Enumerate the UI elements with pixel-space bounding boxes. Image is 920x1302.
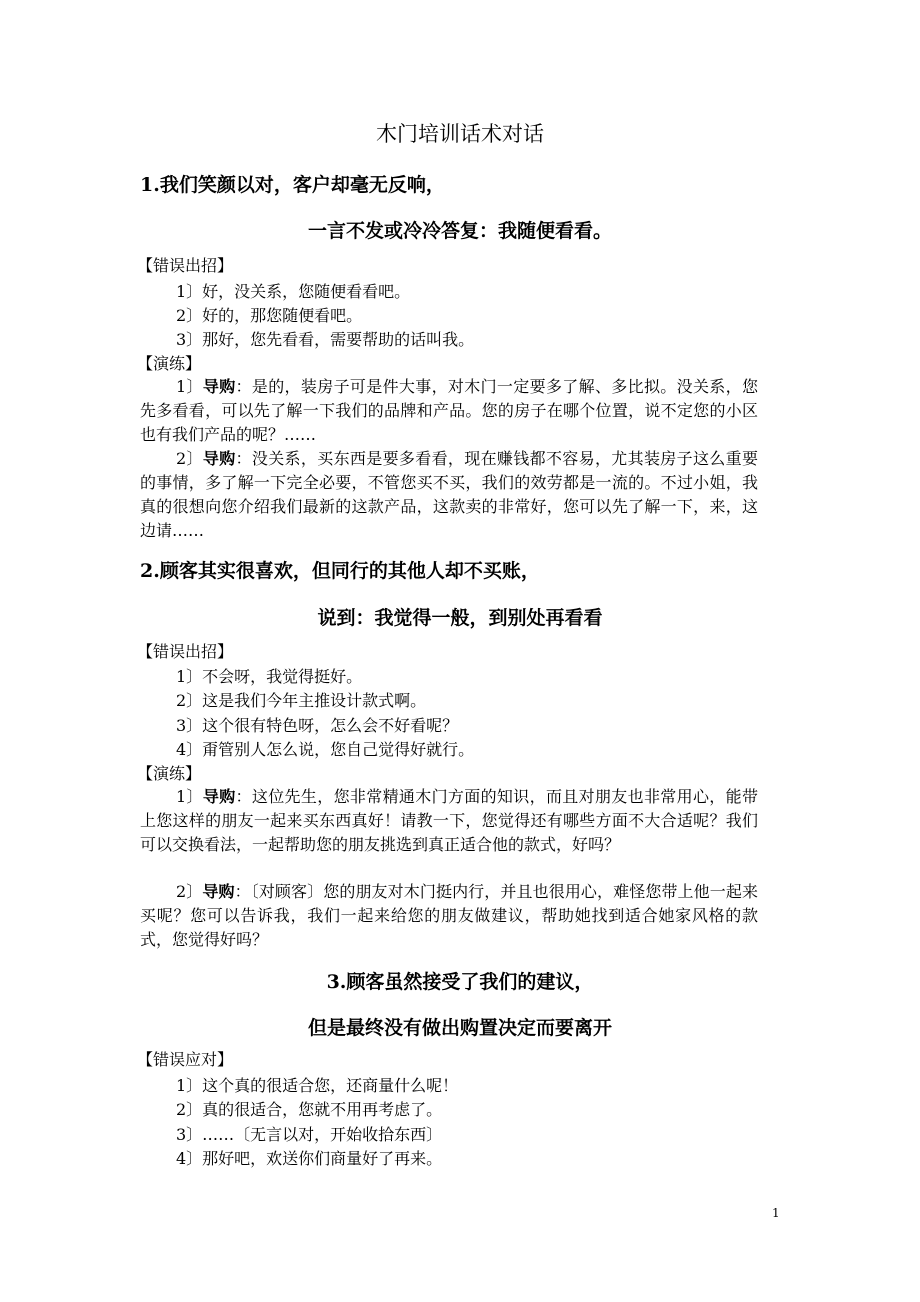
section-3-wrong-item: 3〕……〔无言以对，开始收拾东西〕 [176, 1125, 443, 1144]
section-1-practice-paragraph: 2〕导购：没关系，买东西是要多看看，现在赚钱都不容易，尤其装房子这么重要的事情，多了解一下完全必要，不管您买不买，我们的效劳都是一流的。不过小姐，我真的很想向您介绍我们最新的这款产品，这款卖的非常好，您可以先了解一下，来，这边请…… [140, 449, 758, 540]
section-1-wrong-item: 1〕好，没关系，您随便看看吧。 [176, 282, 411, 301]
section-3-heading-line2: 但是最终没有做出购置决定而要离开 [307, 1017, 612, 1039]
section-2-practice-paragraph: 2〕导购：〔对顾客〕您的朋友对木门挺内行，并且也很用心，难怪您带上他一起来买呢？您可以告诉我，我们一起来给您的朋友做建议，帮助她找到适合她家风格的款式，您觉得好吗？ [140, 882, 758, 949]
section-1-wrong-item: 3〕那好，您先看看，需要帮助的话叫我。 [176, 330, 475, 349]
section-3-wrong-item: 4〕那好吧，欢送你们商量好了再来。 [176, 1149, 443, 1168]
section-2-wrong-item: 4〕甭管别人怎么说，您自己觉得好就行。 [176, 740, 475, 759]
section-3-heading-line1: 3.顾客虽然接受了我们的建议， [326, 971, 594, 993]
section-1-wrong-item: 2〕好的，那您随便看吧。 [176, 306, 363, 325]
section-2-practice-label: 【演练】 [137, 764, 202, 783]
section-3-wrong-item: 2〕真的很适合，您就不用再考虑了。 [176, 1100, 443, 1119]
section-2-heading-line2: 说到：我觉得一般，到别处再看看 [317, 607, 603, 629]
section-3-wrong-label: 【错误应对】 [137, 1050, 234, 1069]
section-2-practice-paragraph: 1〕导购：这位先生，您非常精通木门方面的知识，而且对朋友也非常用心，能带上您这样的朋友一起来买东西真好！请教一下，您觉得还有哪些方面不大合适呢？我们可以交换看法，一起帮助您的朋友挑选到真正适合他的款式，好吗？ [140, 787, 758, 854]
section-1-practice-paragraph: 1〕导购：是的，装房子可是件大事，对木门一定要多了解、多比拟。没关系，您先多看看，可以先了解一下我们的品牌和产品。您的房子在哪个位置，说不定您的小区也有我们产品的呢？…… [140, 377, 758, 444]
section-3-wrong-item: 1〕这个真的很适合您，还商量什么呢！ [176, 1076, 459, 1095]
section-2-wrong-item: 1〕不会呀，我觉得挺好。 [176, 667, 363, 686]
section-1-heading-line1: 1.我们笑颜以对，客户却毫无反响， [140, 174, 445, 196]
section-1-heading-line2: 一言不发或冷冷答复：我随便看看。 [307, 220, 612, 242]
section-1-practice-label: 【演练】 [137, 354, 202, 373]
role-label: 导购 [202, 882, 235, 901]
role-label: 导购 [202, 787, 236, 806]
section-1-wrong-label: 【错误出招】 [137, 256, 234, 275]
section-2-wrong-item: 2〕这是我们今年主推设计款式啊。 [176, 691, 427, 710]
role-label: 导购 [202, 449, 236, 468]
section-2-heading-line1: 2.顾客其实很喜欢，但同行的其他人却不买账， [140, 560, 540, 582]
section-2-wrong-item: 3〕这个很有特色呀，怎么会不好看呢？ [176, 716, 459, 735]
section-2-wrong-label: 【错误出招】 [137, 642, 234, 661]
document-title: 木门培训话术对话 [376, 122, 544, 146]
page-number: 1 [772, 1206, 780, 1220]
role-label: 导购 [202, 377, 236, 396]
